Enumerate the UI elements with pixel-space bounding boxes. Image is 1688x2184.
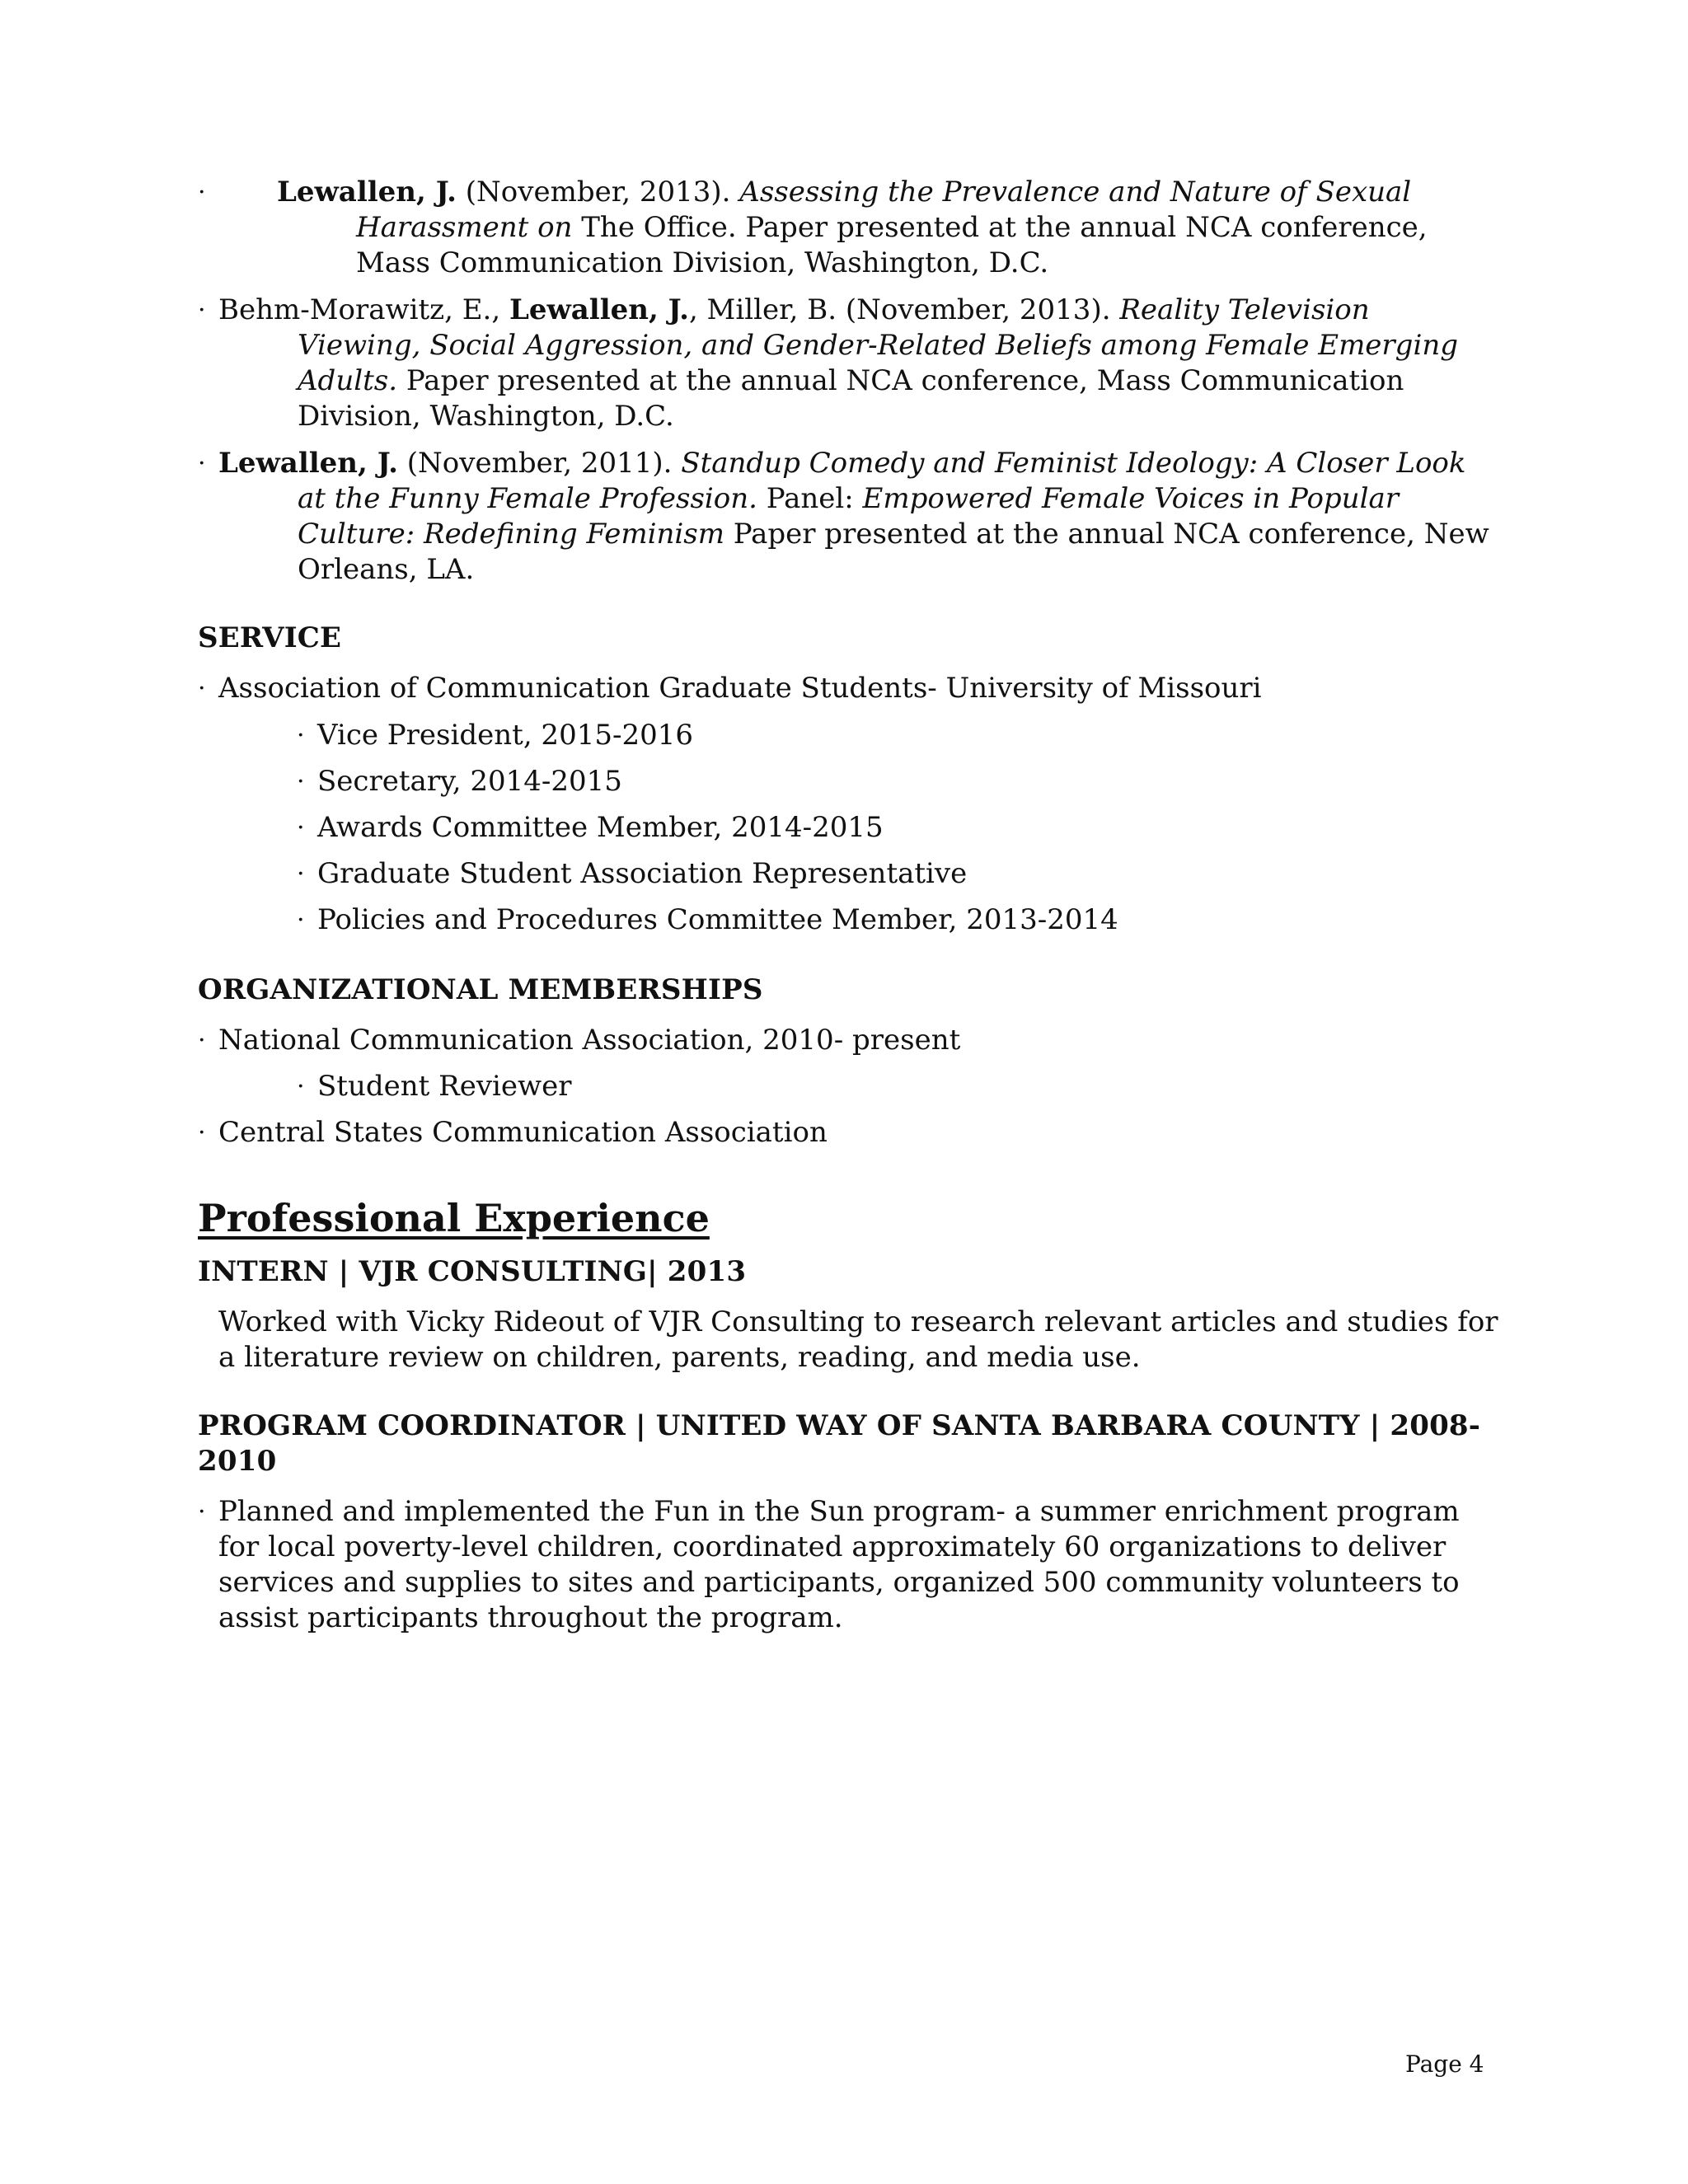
author-name: Lewallen, J. xyxy=(509,293,689,326)
membership-item xyxy=(198,1115,1500,1151)
service-org-name: Association of Communication Graduate Students- University of Missouri xyxy=(218,672,1262,705)
panel-label: Panel: xyxy=(757,482,863,515)
membership-label: National Communication Association, 2010- present xyxy=(218,1024,961,1057)
bullet-icon: · xyxy=(198,1497,206,1526)
bullet-icon: · xyxy=(297,906,305,935)
bullet-icon: · xyxy=(297,1072,305,1101)
presentation-date: (November, 2013). xyxy=(456,176,740,209)
membership-subitem xyxy=(198,1069,1500,1104)
service-role-item xyxy=(198,856,1500,892)
author-name: Lewallen, J. xyxy=(218,447,398,480)
service-role-item xyxy=(198,810,1500,846)
presentation-entry-2 xyxy=(198,293,1500,434)
presentation-details: Paper presented at the annual NCA conference, New Orleans, LA. xyxy=(298,518,1489,586)
service-role-label: Policies and Procedures Committee Member, 2013-2014 xyxy=(317,903,1118,936)
membership-item xyxy=(198,1023,1500,1058)
bullet-icon: · xyxy=(198,296,206,325)
job-title: PROGRAM COORDINATOR | UNITED WAY OF SANTA BARBARA COUNTY | 2008-2010 xyxy=(198,1409,1481,1478)
presentation-details: The Office. Paper presented at the annual NCA conference, Mass Communication Division, Washington, D.C. xyxy=(356,211,1428,279)
bullet-icon: · xyxy=(198,674,206,703)
bullet-icon: · xyxy=(198,449,206,478)
presentation-date: , Miller, B. (November, 2013). xyxy=(688,293,1120,326)
service-role-item xyxy=(198,902,1500,938)
service-org xyxy=(198,671,1500,706)
service-role-label: Graduate Student Association Representative xyxy=(317,857,968,890)
membership-sub-label: Student Reviewer xyxy=(317,1070,572,1103)
bullet-icon: · xyxy=(198,1026,206,1055)
bullet-icon: · xyxy=(297,767,305,796)
panel-title: Empowered Female Voices in Popular Culture: Redefining Feminism xyxy=(298,482,1399,551)
bullet-icon: · xyxy=(297,721,305,750)
page-content xyxy=(198,175,1500,1636)
service-role-label: Awards Committee Member, 2014-2015 xyxy=(317,811,884,844)
service-role-label: Secretary, 2014-2015 xyxy=(317,765,622,798)
presentation-entry-3 xyxy=(198,446,1500,588)
presentation-title: Standup Comedy and Feminist Ideology: A Closer Look at the Funny Female Profession. xyxy=(298,447,1466,515)
page-number: Page 4 xyxy=(1405,2050,1484,2078)
service-role-label: Vice President, 2015-2016 xyxy=(317,719,693,752)
coauthors: Behm-Morawitz, E., xyxy=(218,293,509,326)
job-title: INTERN | VJR CONSULTING| 2013 xyxy=(198,1255,747,1288)
presentation-title: Assessing the Prevalence and Nature of Sexual Harassment on xyxy=(356,176,1412,244)
bullet-icon: · xyxy=(198,1118,206,1147)
professional-experience-heading: Professional Experience xyxy=(198,1196,710,1240)
job-description: Planned and implemented the Fun in the Sun program- a summer enrichment program for local poverty-level children, coordinated approximately 60 organizations to deliver services and supplies to sites and participants, organized 500 community volunteers to assist participants throughout the program. xyxy=(218,1495,1460,1634)
bullet-icon: · xyxy=(198,178,206,207)
job-description-item xyxy=(198,1494,1500,1636)
membership-label: Central States Communication Association xyxy=(218,1116,828,1149)
bullet-icon: · xyxy=(297,860,305,888)
memberships-heading: ORGANIZATIONAL MEMBERSHIPS xyxy=(198,973,763,1006)
service-role-item xyxy=(198,764,1500,799)
author-name: Lewallen, J. xyxy=(277,176,457,209)
presentation-details: Paper presented at the annual NCA conference, Mass Communication Division, Washington, D.C. xyxy=(298,364,1404,433)
presentation-date: (November, 2011). xyxy=(397,447,682,480)
bullet-icon: · xyxy=(297,813,305,842)
service-role-item xyxy=(198,718,1500,753)
service-heading: SERVICE xyxy=(198,621,342,654)
presentation-entry-1 xyxy=(198,175,1500,281)
job-description: Worked with Vicky Rideout of VJR Consulting to research relevant articles and studies for a literature review on children, parents, reading, and media use. xyxy=(218,1305,1498,1374)
presentation-title: Reality Television Viewing, Social Aggression, and Gender-Related Beliefs among Female Emerging Adults. xyxy=(298,293,1458,397)
